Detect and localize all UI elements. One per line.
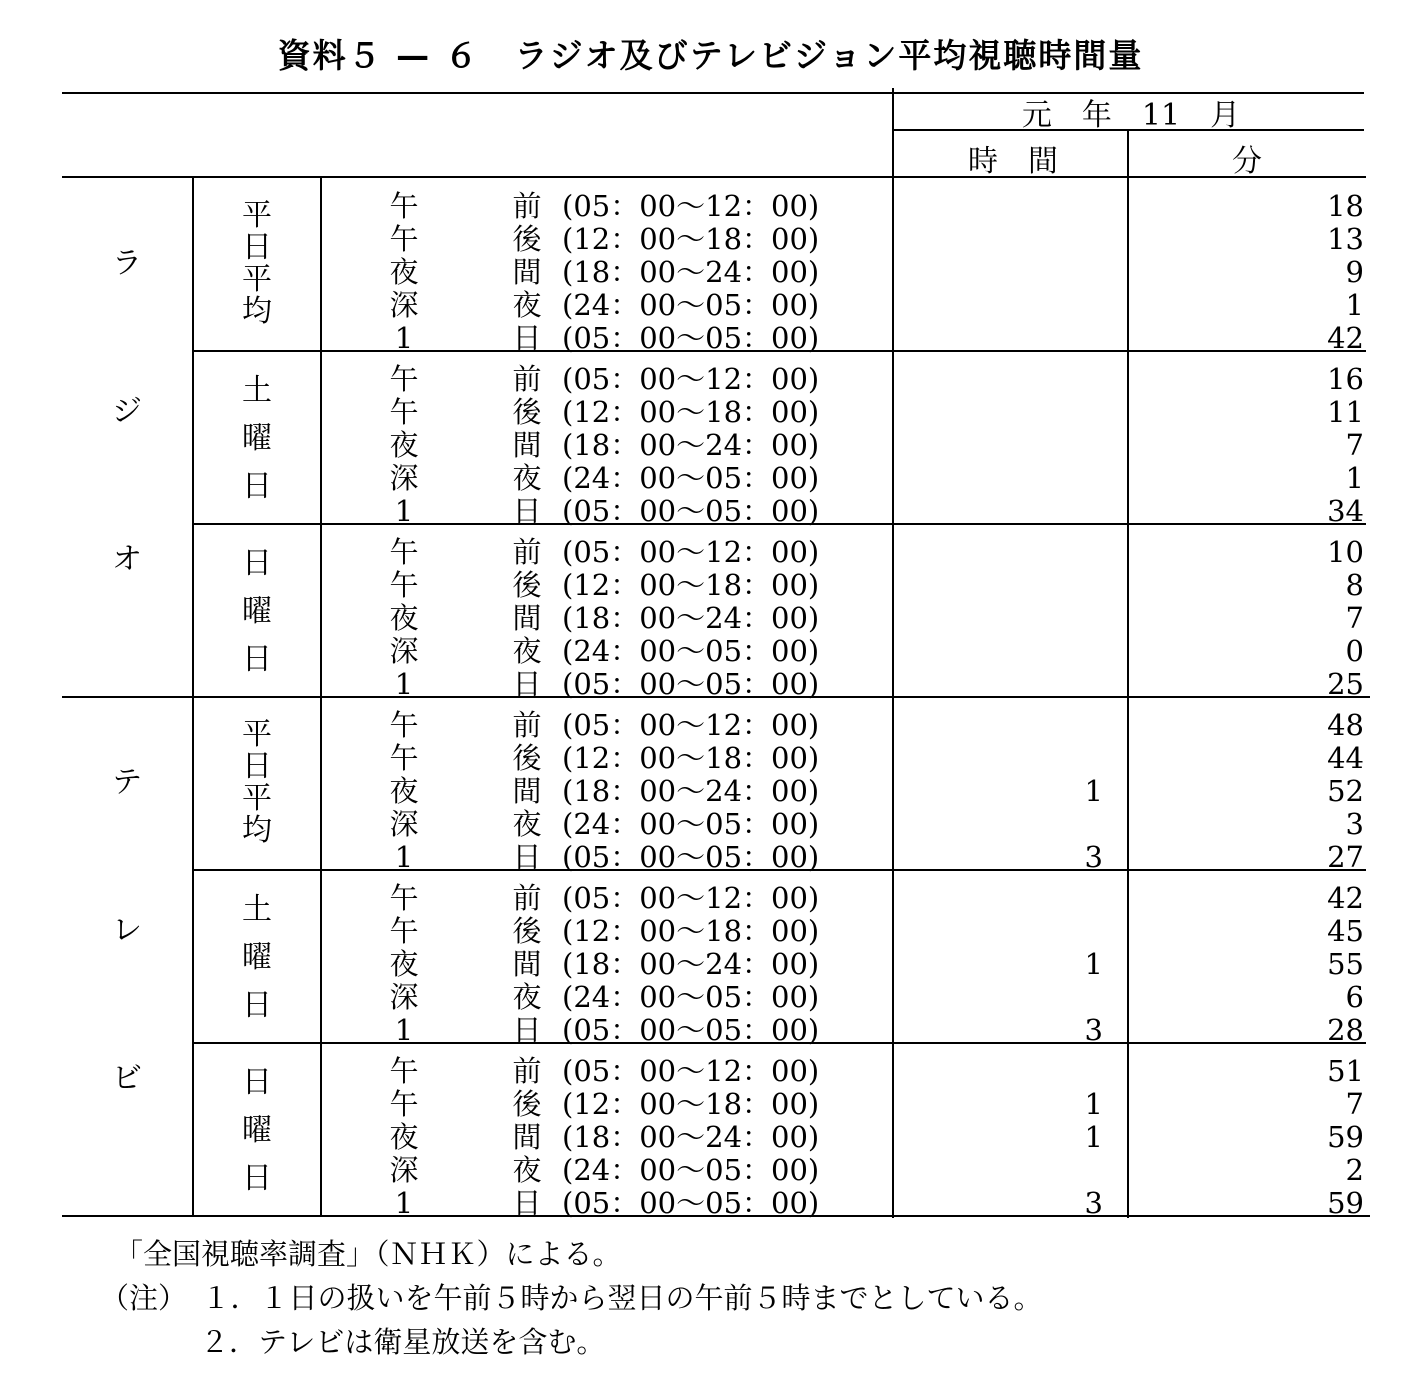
period-label-first: 夜 xyxy=(389,428,419,462)
minutes-value: 11 xyxy=(1327,395,1364,429)
table-row xyxy=(322,1121,1372,1153)
period-label-second: 日 xyxy=(512,1186,542,1220)
note-1: （注） １．１日の扱いを午前５時から翌日の午前５時までとしている。 xyxy=(100,1281,1043,1315)
period-label-first: 1 xyxy=(394,840,414,874)
period-label-first: 午 xyxy=(389,222,419,256)
period-label-second: 日 xyxy=(512,321,542,355)
hours-value: 1 xyxy=(1084,1087,1103,1121)
period-label-first: 夜 xyxy=(389,774,419,808)
period-range: (05：00～12：00) xyxy=(562,189,820,223)
period-label-first: 深 xyxy=(389,807,419,841)
hours-value: 3 xyxy=(1084,1013,1103,1047)
period-label-first: 夜 xyxy=(389,255,419,289)
table-row xyxy=(322,536,1372,568)
table-row xyxy=(322,1014,1372,1046)
minutes-value: 25 xyxy=(1327,667,1364,701)
table-row xyxy=(322,808,1372,840)
media-label: ラ ジ オ xyxy=(112,246,142,577)
period-label-second: 後 xyxy=(512,741,542,775)
period-range: (12：00～18：00) xyxy=(562,914,820,948)
period-label-first: 深 xyxy=(389,461,419,495)
period-range: (05：00～12：00) xyxy=(562,1054,820,1088)
period-range: (24：00～05：00) xyxy=(562,288,820,322)
period-label-second: 間 xyxy=(512,255,542,289)
minutes-value: 7 xyxy=(1345,601,1364,635)
note-source: 「全国視聴率調査」（ＮＨＫ）による。 xyxy=(114,1237,622,1271)
period-label-first: 午 xyxy=(389,1054,419,1088)
period-label-second: 前 xyxy=(512,881,542,915)
period-label-first: 夜 xyxy=(389,601,419,635)
period-label-second: 間 xyxy=(512,428,542,462)
period-range: (18：00～24：00) xyxy=(562,601,820,635)
table-row xyxy=(322,1154,1372,1186)
table-row xyxy=(322,223,1372,255)
minutes-value: 52 xyxy=(1327,774,1364,808)
minutes-value: 55 xyxy=(1327,947,1364,981)
media-label: テ レ ビ xyxy=(112,765,142,1096)
period-label-second: 後 xyxy=(512,914,542,948)
period-label-first: 午 xyxy=(389,568,419,602)
minutes-value: 3 xyxy=(1345,807,1364,841)
period-label-first: 午 xyxy=(389,741,419,775)
table-row xyxy=(322,495,1372,527)
period-label-second: 夜 xyxy=(512,288,542,322)
table-row xyxy=(322,635,1372,667)
period-label-second: 後 xyxy=(512,222,542,256)
minutes-value: 44 xyxy=(1327,741,1364,775)
hours-value: 3 xyxy=(1084,1186,1103,1220)
table-row xyxy=(322,256,1372,288)
period-label-second: 間 xyxy=(512,774,542,808)
period-label-second: 夜 xyxy=(512,634,542,668)
minutes-value: 42 xyxy=(1327,881,1364,915)
period-label-second: 前 xyxy=(512,535,542,569)
table-row xyxy=(322,322,1372,354)
hours-value: 1 xyxy=(1084,1120,1103,1154)
period-range: (05：00～05：00) xyxy=(562,1013,820,1047)
period-label-first: 夜 xyxy=(389,947,419,981)
hours-value: 1 xyxy=(1084,774,1103,808)
minutes-value: 2 xyxy=(1345,1153,1364,1187)
minutes-value: 51 xyxy=(1327,1054,1364,1088)
period-label-first: 1 xyxy=(394,1013,414,1047)
period-range: (24：00～05：00) xyxy=(562,461,820,495)
notes xyxy=(100,1232,1043,1364)
period-label-first: 午 xyxy=(389,395,419,429)
table-row xyxy=(322,569,1372,601)
table-row xyxy=(322,190,1372,222)
minutes-value: 48 xyxy=(1327,708,1364,742)
table-row xyxy=(322,882,1372,914)
table-row xyxy=(322,602,1372,634)
minutes-value: 18 xyxy=(1327,189,1364,223)
period-label-second: 日 xyxy=(512,667,542,701)
period-label-first: 1 xyxy=(394,494,414,528)
period-range: (05：00～05：00) xyxy=(562,667,820,701)
period-range: (05：00～05：00) xyxy=(562,494,820,528)
table-row xyxy=(322,742,1372,774)
header-minutes: 分 xyxy=(1232,144,1262,179)
group-label: 土 曜 日 xyxy=(242,373,272,504)
period-label-second: 後 xyxy=(512,568,542,602)
minutes-value: 28 xyxy=(1327,1013,1364,1047)
minutes-value: 34 xyxy=(1327,494,1364,528)
minutes-value: 59 xyxy=(1327,1120,1364,1154)
period-range: (05：00～05：00) xyxy=(562,1186,820,1220)
period-range: (05：00～05：00) xyxy=(562,840,820,874)
group-label: 平 日 平 均 xyxy=(242,198,272,329)
period-range: (05：00～12：00) xyxy=(562,881,820,915)
period-label-first: 午 xyxy=(389,881,419,915)
table-row xyxy=(322,462,1372,494)
period-label-second: 日 xyxy=(512,1013,542,1047)
minutes-value: 1 xyxy=(1345,288,1364,322)
table-row xyxy=(322,1088,1372,1120)
period-label-first: 午 xyxy=(389,708,419,742)
period-label-first: 深 xyxy=(389,634,419,668)
period-range: (18：00～24：00) xyxy=(562,1120,820,1154)
group-label: 日 曜 日 xyxy=(242,546,272,677)
period-label-first: 午 xyxy=(389,914,419,948)
minutes-value: 13 xyxy=(1327,222,1364,256)
table-row xyxy=(322,775,1372,807)
period-label-first: 深 xyxy=(389,980,419,1014)
period-label-second: 前 xyxy=(512,708,542,742)
period-range: (24：00～05：00) xyxy=(562,980,820,1014)
period-label-second: 日 xyxy=(512,840,542,874)
period-range: (18：00～24：00) xyxy=(562,774,820,808)
hours-value: 3 xyxy=(1084,840,1103,874)
period-label-second: 間 xyxy=(512,947,542,981)
period-range: (12：00～18：00) xyxy=(562,395,820,429)
period-label-second: 日 xyxy=(512,494,542,528)
period-label-first: 深 xyxy=(389,288,419,322)
table-row xyxy=(322,363,1372,395)
period-label-second: 間 xyxy=(512,1120,542,1154)
minutes-value: 1 xyxy=(1345,461,1364,495)
table-row xyxy=(322,289,1372,321)
table-row xyxy=(322,948,1372,980)
note-2: ２．テレビは衛星放送を含む。 xyxy=(200,1325,606,1359)
minutes-value: 9 xyxy=(1345,255,1364,289)
period-range: (18：00～24：00) xyxy=(562,947,820,981)
minutes-value: 7 xyxy=(1345,428,1364,462)
period-label-second: 前 xyxy=(512,189,542,223)
period-label-second: 夜 xyxy=(512,980,542,1014)
period-label-second: 夜 xyxy=(512,461,542,495)
period-range: (18：00～24：00) xyxy=(562,255,820,289)
period-label-second: 前 xyxy=(512,362,542,396)
period-label-first: 午 xyxy=(389,1087,419,1121)
group-label: 平 日 平 均 xyxy=(242,717,272,848)
table-row xyxy=(322,915,1372,947)
period-range: (12：00～18：00) xyxy=(562,741,820,775)
table-row xyxy=(322,429,1372,461)
period-label-first: 午 xyxy=(389,189,419,223)
period-label-first: 1 xyxy=(394,1186,414,1220)
minutes-value: 59 xyxy=(1327,1186,1364,1220)
minutes-value: 7 xyxy=(1345,1087,1364,1121)
period-range: (12：00～18：00) xyxy=(562,568,820,602)
table-row xyxy=(322,709,1372,741)
minutes-value: 0 xyxy=(1345,634,1364,668)
table-row xyxy=(322,1055,1372,1087)
table-row xyxy=(322,396,1372,428)
minutes-value: 16 xyxy=(1327,362,1364,396)
table-row xyxy=(322,668,1372,700)
minutes-value: 6 xyxy=(1345,980,1364,1014)
minutes-value: 8 xyxy=(1345,568,1364,602)
period-label-first: 深 xyxy=(389,1153,419,1187)
period-range: (05：00～12：00) xyxy=(562,362,820,396)
period-range: (05：00～12：00) xyxy=(562,535,820,569)
period-label-second: 前 xyxy=(512,1054,542,1088)
minutes-value: 27 xyxy=(1327,840,1364,874)
group-label: 土 曜 日 xyxy=(242,892,272,1023)
minutes-value: 45 xyxy=(1327,914,1364,948)
table-row xyxy=(322,1187,1372,1219)
period-label-first: 午 xyxy=(389,362,419,396)
header-hours: 時 間 xyxy=(968,144,1058,179)
period-label-first: 1 xyxy=(394,321,414,355)
period-range: (24：00～05：00) xyxy=(562,634,820,668)
period-range: (05：00～05：00) xyxy=(562,321,820,355)
period-range: (24：00～05：00) xyxy=(562,807,820,841)
period-label-first: 1 xyxy=(394,667,414,701)
period-range: (12：00～18：00) xyxy=(562,1087,820,1121)
period-label-second: 夜 xyxy=(512,1153,542,1187)
minutes-value: 42 xyxy=(1327,321,1364,355)
table-row xyxy=(322,981,1372,1013)
page-title: 資料５ — ６ ラジオ及びテレビジョン平均視聴時間量 xyxy=(277,36,1144,75)
period-label-second: 夜 xyxy=(512,807,542,841)
period-range: (18：00～24：00) xyxy=(562,428,820,462)
period-label-second: 間 xyxy=(512,601,542,635)
period-label-first: 午 xyxy=(389,535,419,569)
header-period: 元 年 11 月 xyxy=(1021,98,1241,133)
minutes-value: 10 xyxy=(1327,535,1364,569)
period-label-second: 後 xyxy=(512,1087,542,1121)
period-range: (05：00～12：00) xyxy=(562,708,820,742)
group-label: 日 曜 日 xyxy=(242,1065,272,1196)
period-label-second: 後 xyxy=(512,395,542,429)
hours-value: 1 xyxy=(1084,947,1103,981)
period-range: (12：00～18：00) xyxy=(562,222,820,256)
period-label-first: 夜 xyxy=(389,1120,419,1154)
period-range: (24：00～05：00) xyxy=(562,1153,820,1187)
table-row xyxy=(322,841,1372,873)
